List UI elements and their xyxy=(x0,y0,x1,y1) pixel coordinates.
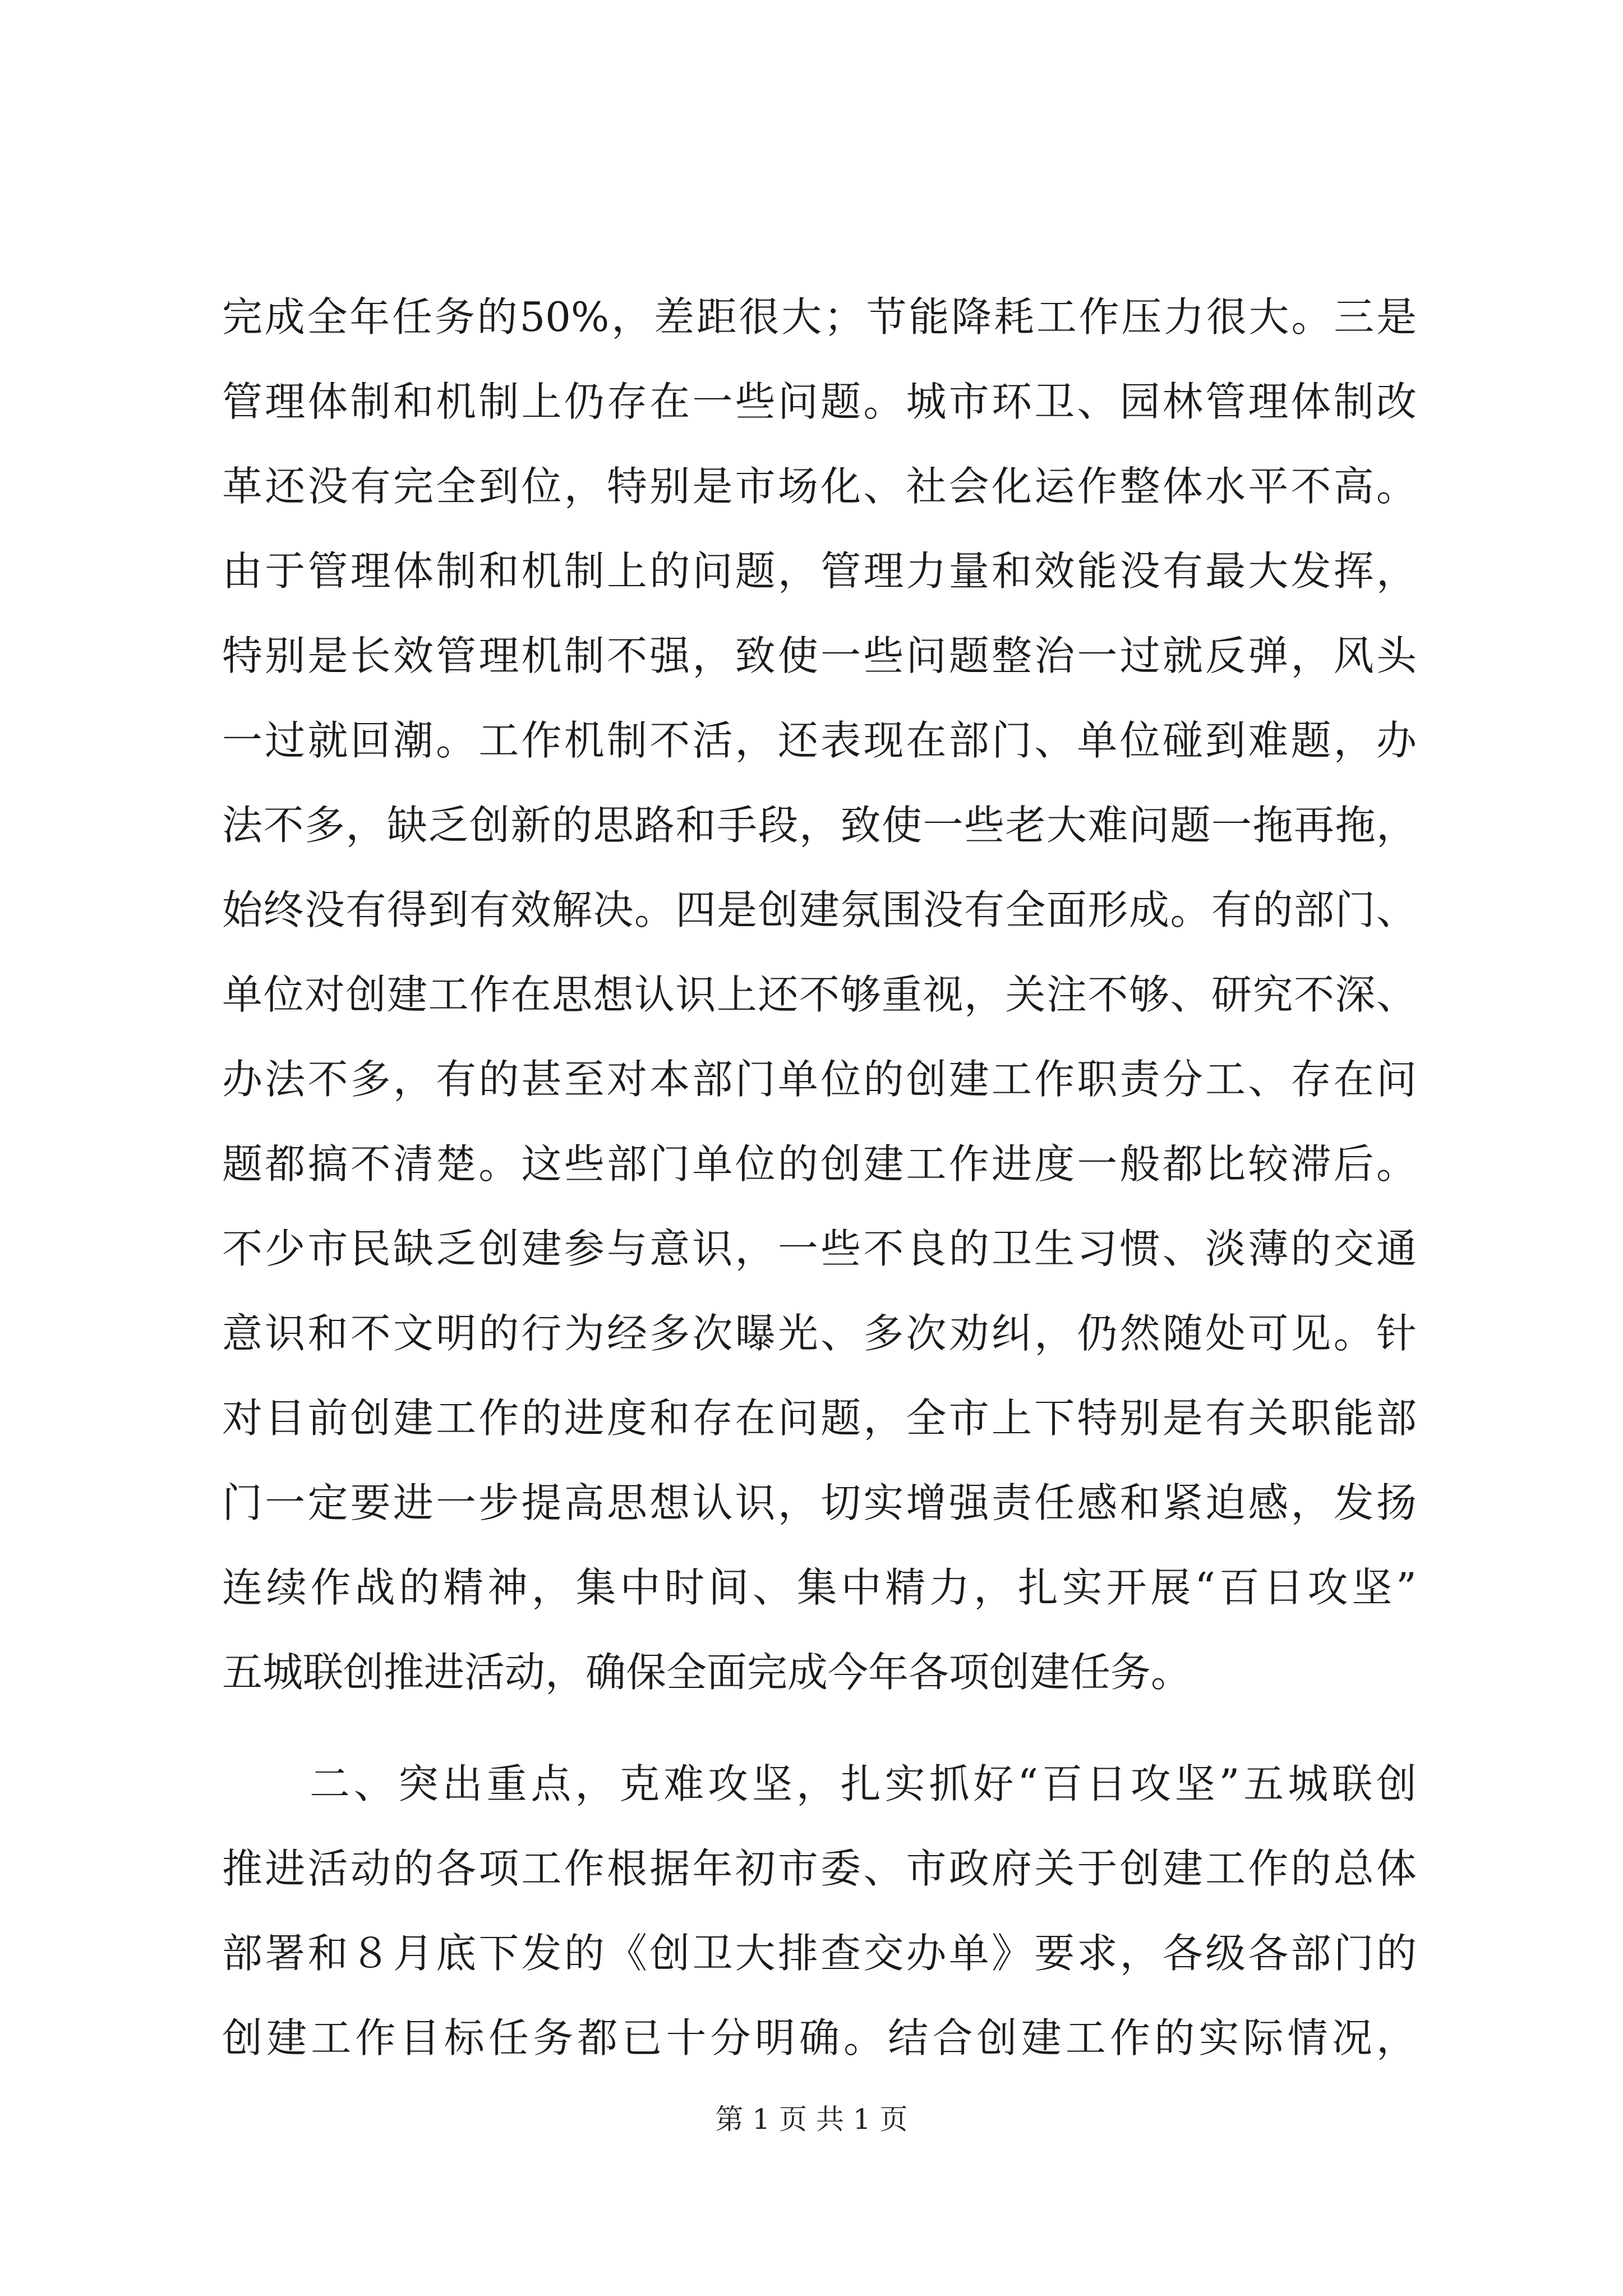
text-line: 意识和不文明的行为经多次曝光、多次劝纠，仍然随处可见。针 xyxy=(222,1310,1417,1357)
text-line: 单位对创建工作在思想认识上还不够重视，关注不够、研究不深、 xyxy=(222,971,1417,1018)
text-line: 部署和８月底下发的《创卫大排查交办单》要求，各级各部门的 xyxy=(222,1930,1417,1977)
text-line: 法不多，缺乏创新的思路和手段，致使一些老大难问题一拖再拖， xyxy=(222,802,1417,849)
text-line: 始终没有得到有效解决。四是创建氛围没有全面形成。有的部门、 xyxy=(222,886,1417,933)
text-line: 办法不多，有的甚至对本部门单位的创建工作职责分工、存在问 xyxy=(222,1056,1417,1103)
page-footer xyxy=(0,2102,1623,2136)
text-line: 对目前创建工作的进度和存在问题，全市上下特别是有关职能部 xyxy=(222,1395,1417,1442)
text-line: 连续作战的精神，集中时间、集中精力，扎实开展“百日攻坚” xyxy=(222,1564,1417,1611)
text-line: 创建工作目标任务都已十分明确。结合创建工作的实际情况， xyxy=(222,2014,1417,2062)
page-number: 第 1 页 共 1 页 xyxy=(715,2103,908,2136)
text-line: 由于管理体制和机制上的问题，管理力量和效能没有最大发挥， xyxy=(222,547,1417,595)
text-line: 推进活动的各项工作根据年初市委、市政府关于创建工作的总体 xyxy=(222,1845,1417,1892)
text-line: 管理体制和机制上仍存在一些问题。城市环卫、园林管理体制改 xyxy=(222,378,1417,425)
document-body xyxy=(222,275,1417,2081)
text-line: 不少市民缺乏创建参与意识，一些不良的卫生习惯、淡薄的交通 xyxy=(222,1225,1417,1272)
text-line: 二、突出重点，克难攻坚，扎实抓好“百日攻坚”五城联创 xyxy=(310,1760,1417,1807)
text-line: 题都搞不清楚。这些部门单位的创建工作进度一般都比较滞后。 xyxy=(222,1140,1417,1188)
text-line: 门一定要进一步提高思想认识，切实增强责任感和紧迫感，发扬 xyxy=(222,1479,1417,1526)
text-line: 特别是长效管理机制不强，致使一些问题整治一过就反弹，风头 xyxy=(222,632,1417,679)
text-line: 一过就回潮。工作机制不活，还表现在部门、单位碰到难题，办 xyxy=(222,717,1417,764)
paragraph-2 xyxy=(222,1742,1417,2081)
text-line: 完成全年任务的50%，差距很大；节能降耗工作压力很大。三是 xyxy=(222,293,1417,341)
paragraph-gap xyxy=(222,1715,1417,1742)
paragraph-1 xyxy=(222,275,1417,1715)
text-line: 五城联创推进活动，确保全面完成今年各项创建任务。 xyxy=(222,1649,1192,1696)
text-line: 革还没有完全到位，特别是市场化、社会化运作整体水平不高。 xyxy=(222,463,1417,510)
